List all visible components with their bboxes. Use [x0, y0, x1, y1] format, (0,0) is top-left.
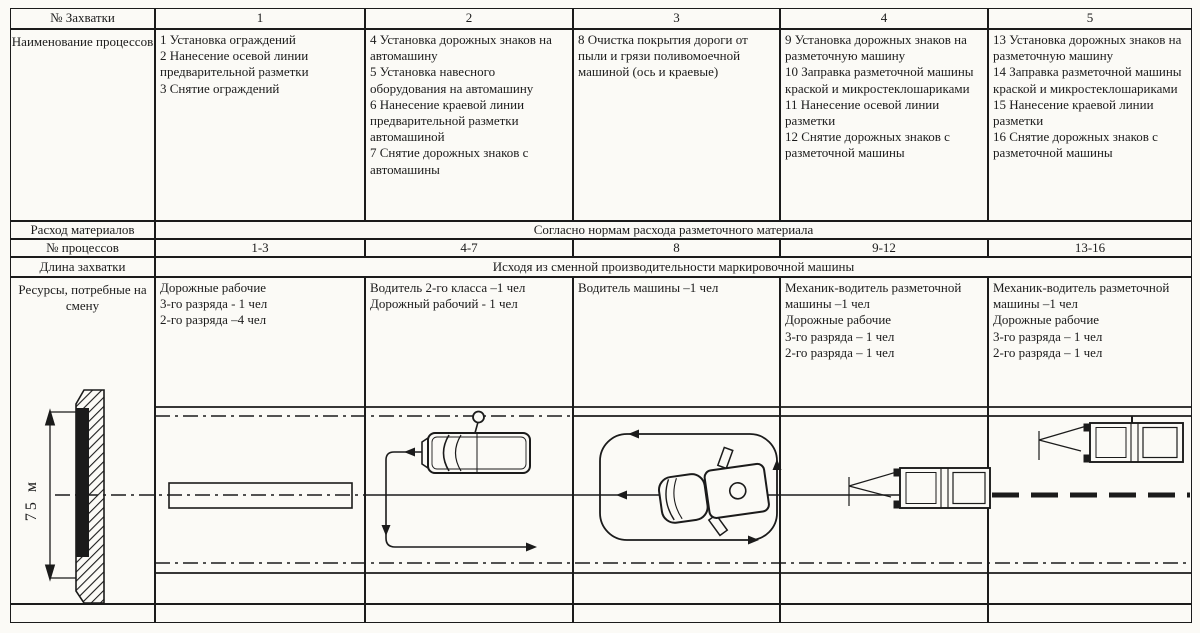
text-line: 2-го разряда – 1 чел [785, 344, 895, 360]
text-line: Водитель машины –1 чел [578, 280, 719, 295]
empty-cell [573, 604, 780, 623]
text-line: 2 Нанесение осевой линии предварительной разметки [160, 48, 309, 80]
process-numbers-label: № процессов [10, 239, 155, 257]
text-line: Механик-водитель разметочной машины –1 чел [993, 280, 1170, 312]
resources-row-label: Ресурсы, потребные на смену [10, 277, 155, 604]
zone-number-1: 1 [155, 8, 365, 29]
processes-zone-2 [365, 29, 573, 221]
text-line: Водитель 2-го класса –1 чел [370, 280, 526, 295]
text-line: 2-го разряда –4 чел [160, 312, 267, 328]
text-line: Дорожные рабочие [993, 312, 1100, 328]
text-line: Дорожные рабочие [160, 280, 267, 295]
zone-number-5: 5 [988, 8, 1192, 29]
text-line: 7 Снятие дорожных знаков с автомашины [370, 145, 529, 177]
text-line: 13 Установка дорожных знаков на разметочную машину [993, 32, 1182, 64]
text-line: 3-го разряда – 1 чел [785, 328, 895, 344]
empty-cell [10, 604, 155, 623]
text-line: 2-го разряда – 1 чел [993, 344, 1103, 360]
resources-zone-4 [780, 277, 988, 604]
zone-length-label: Длина захватки [10, 257, 155, 277]
text-line: 12 Снятие дорожных знаков с разметочной машины [785, 129, 950, 161]
text-line: 9 Установка дорожных знаков на разметочную машину [785, 32, 967, 64]
text-line: 5 Установка навесного оборудования на автомашину [370, 64, 534, 96]
dimension-label: 75 м [23, 478, 40, 522]
process-numbers-zone-5: 13-16 [988, 239, 1192, 257]
resources-zone-5 [988, 277, 1192, 604]
process-numbers-zone-2: 4-7 [365, 239, 573, 257]
text-line: Дорожные рабочие [785, 312, 892, 328]
processes-zone-5 [988, 29, 1192, 221]
empty-cell [780, 604, 988, 623]
zone-length-value: Исходя из сменной производительности маркировочной машины [155, 257, 1192, 277]
process-numbers-zone-3: 8 [573, 239, 780, 257]
resources-zone-2 [365, 277, 573, 604]
processes-zone-1 [155, 29, 365, 221]
materials-row-label: Расход материалов [10, 221, 155, 239]
text-line: Дорожный рабочий - 1 чел [370, 296, 518, 312]
text-line: 3 Снятие ограждений [160, 80, 280, 96]
processes-row-label: Наименование процессов [10, 29, 155, 221]
zone-number-3: 3 [573, 8, 780, 29]
text-line: 14 Заправка разметочной машины краской и микростеклошариками [993, 64, 1182, 96]
text-line: 3-го разряда – 1 чел [993, 328, 1103, 344]
text-line: 16 Снятие дорожных знаков с разметочной машины [993, 129, 1158, 161]
empty-cell [365, 604, 573, 623]
processes-zone-4 [780, 29, 988, 221]
empty-cell [988, 604, 1192, 623]
resources-zone-1 [155, 277, 365, 604]
process-numbers-zone-1: 1-3 [155, 239, 365, 257]
resources-zone-3 [573, 277, 780, 604]
text-line: 11 Нанесение осевой линии разметки [785, 96, 940, 129]
text-line: 8 Очистка покрытия дороги от пыли и грязи поливомоечной машиной (ось и краевые) [578, 32, 748, 80]
zone-number-4: 4 [780, 8, 988, 29]
materials-row-value: Согласно нормам расхода разметочного материала [155, 221, 1192, 239]
zone-header-label: № Захватки [10, 8, 155, 29]
zone-number-2: 2 [365, 8, 573, 29]
text-line: 4 Установка дорожных знаков на автомашину [370, 32, 552, 64]
text-line: 6 Нанесение краевой линии предварительной разметки автомашиной [370, 96, 525, 145]
text-line: 1 Установка ограждений [160, 32, 296, 47]
text-line: 15 Нанесение краевой линии разметки [993, 96, 1154, 129]
process-numbers-zone-4: 9-12 [780, 239, 988, 257]
text-line: 3-го разряда - 1 чел [160, 296, 268, 312]
text-line: 10 Заправка разметочной машины краской и микростеклошариками [785, 64, 974, 96]
text-line: Механик-водитель разметочной машины –1 чел [785, 280, 962, 312]
processes-zone-3 [573, 29, 780, 221]
empty-cell [155, 604, 365, 623]
